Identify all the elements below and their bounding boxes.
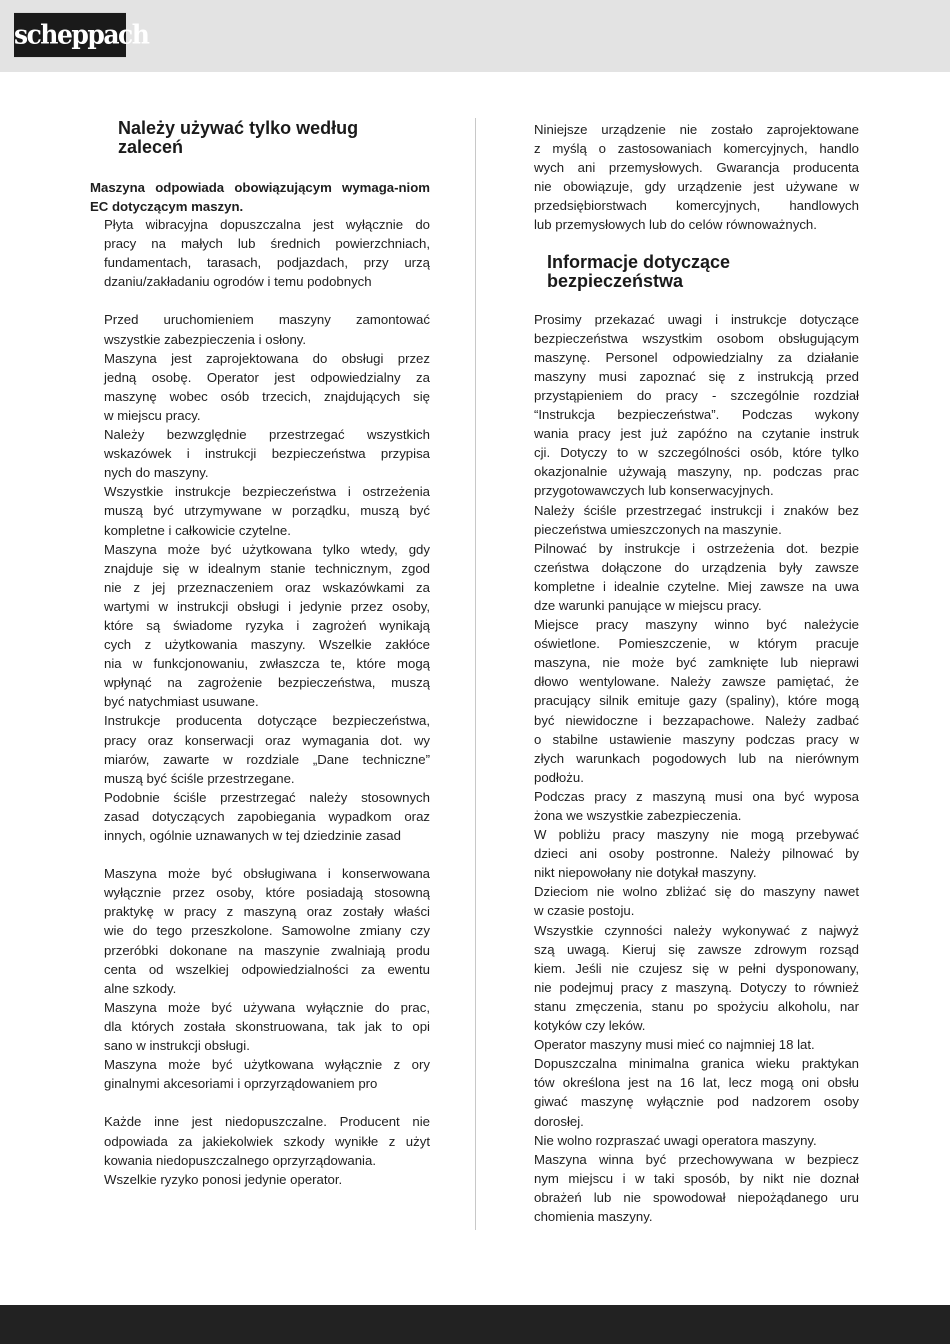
left-column-text (104, 215, 430, 1189)
text-line: zasad dotyczących zapobiegania wypadkom oraz (104, 808, 430, 824)
text-line: w miejscu pracy. (104, 407, 201, 423)
text-line: alne szkody. (104, 980, 177, 996)
text-line: nikt niepowołany nie dotykał maszyny. (534, 865, 757, 881)
intro-bold-paragraph: Maszyna odpowiada obowiązującym wymaga-niom EC dotyczącym maszyn. (90, 180, 430, 214)
text-line: pracy oraz konserwacji oraz wymagania dot. wy (104, 732, 430, 748)
text-line: Instrukcje producenta dotyczące bezpieczeństwa, (104, 713, 430, 729)
text-line: Przed uruchomieniem maszyny zamontować (104, 312, 430, 328)
text-line: nie z jej przeznaczeniem oraz wskazówkami za (104, 579, 430, 595)
text-line: Wszystkie czynności należy wykonywać z najwyż (534, 922, 859, 938)
brand-logo: scheppach (14, 13, 126, 57)
text-line: nym miejscu i w taki sposób, by nikt nie doznał (534, 1170, 859, 1186)
text-line: Nie wolno rozpraszać uwagi operatora maszyny. (534, 1132, 817, 1148)
text-line: fundamentach, tarasach, podjazdach, przy urzą (104, 255, 430, 271)
text-line: kowania niedopuszczalnego oprzyrządowania. (104, 1152, 376, 1168)
text-line: wskazówek i instrukcji bezpieczeństwa przypisa (104, 446, 430, 462)
text-line: centa od wszelkiej odpowiedzialności za ewentu (104, 961, 430, 977)
text-line: wania pracy jest już zapóźno na czytanie instruk (534, 426, 859, 442)
text-line: Prosimy przekazać uwagi i instrukcje dotyczące (534, 311, 859, 327)
text-line: stanu zmęczenia, stanu po spożyciu alkoholu, nar (534, 998, 859, 1014)
right-column-intro-text (534, 120, 859, 235)
heading-line: Należy używać tylko według (118, 118, 359, 138)
text-line: nych do maszyny. (104, 465, 209, 481)
text-line: złych warunkach pogodowych lub na nierównym (534, 750, 859, 766)
text-line: kotyków czy leków. (534, 1018, 646, 1034)
text-line: Maszyna może być użytkowana wyłącznie z ory (104, 1057, 430, 1073)
text-line: Każde inne jest niedopuszczalne. Producent nie (104, 1114, 430, 1130)
text-line: pracy na małych lub średnich powierzchniach, (104, 236, 430, 252)
text-line: w czasie postoju. (534, 903, 635, 919)
text-line: przedsiębiorstwach komercyjnych, handlowych (534, 198, 859, 214)
text-line: ginalnymi akcesoriami i oprzyrządowaniem pro (104, 1076, 378, 1092)
section-heading-intended-use (118, 119, 418, 157)
text-line: nie podejmuj pracy z maszyną. Dotyczy to również (534, 979, 859, 995)
text-line: maszyny musi zapoznać się z instrukcją przed (534, 368, 859, 384)
text-line: maszyna, nie może być zamknięte lub nieprawi (534, 655, 859, 671)
text-line: okazjonalnie używają maszyny, np. podczas prac (534, 464, 859, 480)
text-line: nia w funkcjonowaniu, zwłaszcza te, które mogą (104, 656, 430, 672)
text-line: dla których została skonstruowana, tak jak to opi (104, 1018, 430, 1034)
text-line: dzaniu/zakładaniu ogrodów i temu podobnych (104, 274, 372, 290)
text-line: Maszyna winna być przechowywana w bezpiecz (534, 1151, 859, 1167)
text-line: Wszelkie ryzyko ponosi jedynie operator. (104, 1171, 343, 1187)
text-line: Operator maszyny musi mieć co najmniej 18 lat. (534, 1037, 815, 1053)
text-line: pracujący silnik emituje gazy (spaliny), które mogą (534, 693, 859, 709)
text-line: lub przemysłowych lub do celów równoważnych. (534, 217, 817, 233)
text-line: Niniejsze urządzenie nie zostało zaprojektowane (534, 122, 859, 137)
text-line: Maszyna może być użytkowana tylko wtedy, gdy (104, 541, 430, 557)
text-line: Dopuszczalna minimalna granica wieku praktykan (534, 1056, 859, 1072)
text-line: Maszyna jest zaprojektowana do obsługi przez (104, 350, 430, 366)
text-line: wszystkie zabezpieczenia i osłony. (104, 331, 307, 347)
footer-bar (0, 1305, 950, 1344)
text-line: Miejsce pracy maszyny winno być należycie (534, 617, 859, 633)
text-line: być niewidoczne i bezzapachowe. Należy zadbać (534, 712, 859, 728)
column-divider (475, 118, 476, 1230)
text-line: kompletne i idealnie czytelne. Miej zawsze na uwa (534, 578, 859, 594)
section-heading-safety (547, 253, 847, 291)
text-line: Maszyna może być używana wyłącznie do prac, (104, 999, 430, 1015)
text-line: Maszyna może być obsługiwana i konserwowana (104, 866, 430, 882)
text-line: Płyta wibracyjna dopuszczalna jest wyłącznie do (104, 217, 430, 232)
text-line: cji. Dotyczy to w szczególności osób, które tylko (534, 445, 859, 461)
text-line: sano w instrukcji obsługi. (104, 1038, 250, 1054)
text-line: oświetlone. Pomieszczenie, w którym pracuje (534, 636, 859, 652)
text-line: W pobliżu pracy maszyny nie mogą przebywać (534, 827, 859, 843)
text-line: tów określona jest na 16 lat, lecz mogą oni obsłu (534, 1075, 859, 1091)
text-line: żona we wszystkie zabezpieczenia. (534, 808, 742, 823)
text-line: nie obowiązuje, gdy urządzenie jest używane w (534, 179, 859, 195)
heading-line: bezpieczeństwa (547, 270, 684, 291)
text-line: Należy ściśle przestrzegać instrukcji i znaków bez (534, 502, 859, 518)
text-line (104, 845, 430, 864)
text-line: dzieci ani osoby postronne. Należy pilnować by (534, 846, 859, 862)
text-line: wie do tego przeszkolone. Samowolne zmiany czy (104, 923, 430, 939)
text-line: Podobnie ściśle przestrzegać należy stosownych (104, 789, 430, 805)
text-line: bezpieczeństwa wszystkim osobom obsługującym (534, 330, 859, 346)
text-line: z myślą o zastosowaniach komercyjnych, handlo (534, 141, 859, 157)
text-line: maszynę wobec osób trzecich, znajdujących się (104, 388, 430, 404)
text-line (104, 291, 430, 310)
text-line: giwać maszynę wyłącznie pod nadzorem osoby (534, 1094, 859, 1110)
heading-line: zaleceń (118, 137, 184, 157)
text-line: Należy bezwzględnie przestrzegać wszystkich (104, 427, 430, 443)
text-line: być natychmiast usuwane. (104, 694, 259, 710)
text-line: Pilnować by instrukcje i ostrzeżenia dot. bezpie (534, 540, 859, 556)
header-bar (0, 0, 950, 72)
text-line: szą uwagą. Kieruj się zawsze zdrowym rozsąd (534, 941, 859, 957)
right-column-safety-text (534, 310, 859, 1227)
text-line: cych z użytkowania maszyny. Wszelkie zakłóce (104, 637, 430, 653)
text-line: czeństwa dołączone do urządzenia były zawsze (534, 559, 859, 575)
text-line: wych ani przemysłowych. Gwarancja producenta (534, 160, 859, 176)
text-line: jedną osobę. Operator jest odpowiedzialny za (104, 369, 430, 385)
text-line: kompletne i całkowicie czytelne. (104, 522, 291, 538)
text-line: przygotowawczych lub konserwacyjnych. (534, 483, 774, 499)
right-column (534, 120, 859, 1226)
text-line: obrażeń lub nie spowodował niepożądanego uru (534, 1189, 859, 1205)
text-line: znajduje się w idealnym stanie technicznym, zgod (104, 560, 430, 576)
text-line: pieczeństwa umieszczonych na maszynie. (534, 521, 782, 537)
text-line: dłowo wentylowane. Należy zawsze pamiętać, że (534, 674, 859, 690)
text-line: dorosłej. (534, 1113, 584, 1129)
text-line: “Instrukcja bezpieczeństwa”. Podczas wykony (534, 407, 859, 423)
text-line: praktykę w pracy z maszyną oraz zostały właści (104, 904, 430, 920)
text-line: maszynę. Personel odpowiedzialny za działanie (534, 349, 859, 365)
text-line: muszą być utrzymywane w porządku, muszą być (104, 503, 430, 519)
text-line: miarów, zawarte w rozdziale „Dane techniczne” (104, 751, 430, 767)
text-line: podłożu. (534, 769, 584, 785)
text-line: które są świadome ryzyka i zagrożeń wynikają (104, 617, 430, 633)
text-line: innych, ogólnie uznawanych w tej dziedzinie zasad (104, 828, 401, 843)
text-line: o stabilne ustawienie maszyny podczas pracy w (534, 731, 859, 747)
text-line: Podczas pracy z maszyną musi ona być wyposa (534, 788, 859, 804)
text-line: Wszystkie instrukcje bezpieczeństwa i ostrzeżenia (104, 484, 430, 500)
text-line (104, 1093, 430, 1112)
text-line: wpłynąć na zagrożenie bezpieczeństwa, muszą (104, 675, 430, 691)
heading-line: Informacje dotyczące (547, 251, 731, 272)
text-line: dze warunki panujące w miejscu pracy. (534, 597, 762, 613)
text-line: przystąpieniem do pracy - szczególnie rozdział (534, 387, 859, 403)
text-line: odpowiada za jakiekolwiek szkody wynikłe z użyt (104, 1133, 430, 1149)
text-line: kiem. Jeśli nie czujesz się w pełni dysponowany, (534, 960, 859, 976)
text-line: chomienia maszyny. (534, 1208, 653, 1224)
text-line: muszą być ściśle przestrzegane. (104, 770, 295, 786)
text-line: wartymi w instrukcji obsługi i jedynie przez osoby, (104, 598, 430, 614)
text-line: wyłącznie przez osoby, które posiadają stosowną (104, 885, 430, 901)
text-line: przeróbki dokonane na maszynie zwalniają produ (104, 942, 430, 958)
text-line: Dzieciom nie wolno zbliżać się do maszyny nawet (534, 884, 859, 900)
